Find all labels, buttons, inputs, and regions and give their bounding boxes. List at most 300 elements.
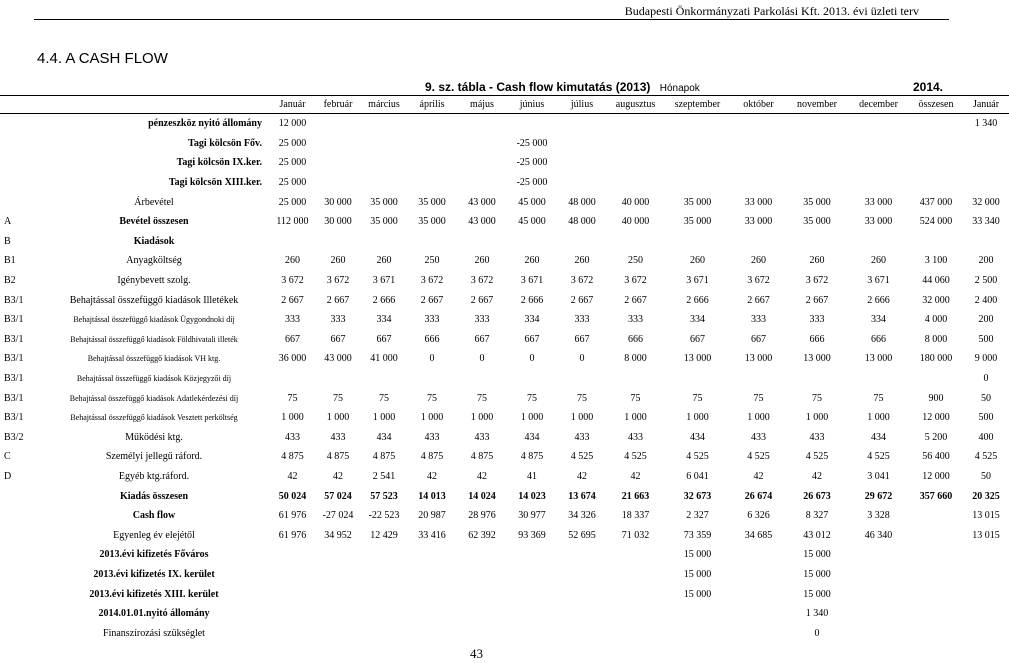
value-cell xyxy=(963,134,1009,154)
value-cell: 666 xyxy=(809,333,825,345)
value-cell xyxy=(664,153,731,173)
row-label: Igénybevett szolg. xyxy=(117,275,191,287)
value-cell: 12 429 xyxy=(370,529,398,541)
value-cell: 334 xyxy=(524,314,540,326)
month-header: október xyxy=(731,96,786,114)
value-cell xyxy=(507,604,557,624)
value-cell: 524 000 xyxy=(919,216,953,228)
value-cell: 48 000 xyxy=(568,216,596,228)
value-cell xyxy=(407,565,457,585)
value-cell: 2 541 xyxy=(372,470,396,482)
value-cell xyxy=(963,153,1009,173)
value-cell: 32 000 xyxy=(972,196,1000,208)
value-cell xyxy=(786,369,848,389)
value-cell: 33 340 xyxy=(972,216,1000,228)
value-cell: 75 xyxy=(527,392,537,404)
value-cell xyxy=(786,114,848,134)
row-code xyxy=(0,604,38,624)
page-header xyxy=(0,0,959,20)
value-cell xyxy=(407,584,457,604)
value-cell: 52 695 xyxy=(568,529,596,541)
value-cell: 75 xyxy=(287,392,298,404)
value-cell: 334 xyxy=(871,314,886,326)
value-cell xyxy=(731,153,786,173)
value-cell: 42 xyxy=(630,470,641,482)
value-cell: 48 000 xyxy=(568,196,596,208)
table-row xyxy=(0,604,1009,624)
value-cell xyxy=(731,134,786,154)
value-cell: 3 672 xyxy=(281,275,304,287)
value-cell xyxy=(315,153,361,173)
value-cell xyxy=(607,153,664,173)
table-row xyxy=(0,506,1009,526)
row-code xyxy=(0,525,38,545)
value-cell xyxy=(270,623,315,643)
value-cell: 12 000 xyxy=(278,118,307,130)
value-cell xyxy=(315,173,361,193)
value-cell: 28 976 xyxy=(468,510,496,522)
value-cell xyxy=(909,369,963,389)
value-cell xyxy=(457,153,507,173)
value-cell xyxy=(315,604,361,624)
value-cell xyxy=(731,173,786,193)
value-cell: 260 xyxy=(751,255,766,267)
table-row xyxy=(0,134,1009,154)
table-row xyxy=(0,369,1009,389)
value-cell: 433 xyxy=(751,431,766,443)
value-cell: 20 325 xyxy=(972,490,1000,502)
value-cell: 3 672 xyxy=(470,275,494,287)
table-title-text: 9. sz. tábla - Cash flow kimutatás (2013) xyxy=(425,80,651,94)
value-cell xyxy=(848,134,909,154)
row-label: Behajtással összefüggő kiadások Adatlekérdezési díj xyxy=(69,393,239,403)
value-cell: 75 xyxy=(753,392,764,404)
value-cell: 1 000 xyxy=(624,412,647,424)
value-cell: 12 000 xyxy=(922,470,950,482)
value-cell: 434 xyxy=(871,431,886,443)
row-code: B2 xyxy=(4,275,16,287)
row-code: B1 xyxy=(4,255,16,267)
value-cell: 8 000 xyxy=(624,353,647,365)
row-code xyxy=(0,134,38,154)
value-cell: 26 674 xyxy=(744,490,773,502)
value-cell: 33 000 xyxy=(864,216,893,228)
value-cell xyxy=(909,506,963,526)
row-code xyxy=(0,506,38,526)
value-cell xyxy=(457,369,507,389)
value-cell: 50 xyxy=(981,392,991,404)
value-cell xyxy=(607,173,664,193)
value-cell: 666 xyxy=(628,333,643,345)
table-row xyxy=(0,584,1009,604)
value-cell: 400 xyxy=(978,431,994,443)
value-cell: 333 xyxy=(809,314,825,326)
row-code xyxy=(0,486,38,506)
value-cell: 4 875 xyxy=(372,451,396,463)
value-cell: 35 000 xyxy=(683,216,712,228)
value-cell: 42 xyxy=(287,470,298,482)
value-cell: -25 000 xyxy=(516,137,548,149)
value-cell: 41 xyxy=(527,470,537,482)
value-cell xyxy=(507,545,557,565)
value-cell xyxy=(909,232,963,252)
value-cell xyxy=(507,565,557,585)
row-code: B3/1 xyxy=(4,373,24,385)
value-cell: 433 xyxy=(628,431,643,443)
value-cell: 2 667 xyxy=(570,294,594,306)
value-cell xyxy=(607,114,664,134)
row-code xyxy=(0,565,38,585)
value-cell: 3 671 xyxy=(372,275,396,287)
row-label: 2013.évi kifizetés IX. kerület xyxy=(93,568,215,580)
value-cell: -25 000 xyxy=(516,157,548,169)
value-cell xyxy=(507,623,557,643)
month-header: február xyxy=(315,96,361,114)
value-cell xyxy=(270,369,315,389)
value-cell: 667 xyxy=(474,333,490,345)
value-cell xyxy=(731,369,786,389)
value-cell: 42 xyxy=(427,470,437,482)
value-cell: 15 000 xyxy=(803,568,831,580)
value-cell: 2 666 xyxy=(867,294,890,306)
value-cell: 35 000 xyxy=(803,196,831,208)
value-cell: 180 000 xyxy=(919,353,953,365)
table-row xyxy=(0,173,1009,193)
row-code: B3/1 xyxy=(4,412,24,424)
value-cell: 0 xyxy=(814,627,820,639)
value-cell: 333 xyxy=(474,314,490,326)
value-cell xyxy=(664,623,731,643)
table-unit: Hónapok xyxy=(659,83,700,94)
row-label: Egyéb ktg.ráford. xyxy=(118,470,190,482)
value-cell: 333 xyxy=(285,314,300,326)
value-cell xyxy=(731,114,786,134)
value-cell xyxy=(909,604,963,624)
value-cell: 250 xyxy=(424,255,440,267)
value-cell: -22 523 xyxy=(368,510,400,522)
value-cell xyxy=(557,584,607,604)
value-cell: 260 xyxy=(524,255,540,267)
value-cell: 334 xyxy=(690,314,705,326)
value-cell xyxy=(664,604,731,624)
value-cell: 57 523 xyxy=(370,490,398,502)
value-cell xyxy=(909,134,963,154)
value-cell xyxy=(270,604,315,624)
value-cell xyxy=(457,565,507,585)
value-cell: 18 337 xyxy=(621,510,650,522)
value-cell: 433 xyxy=(330,431,346,443)
value-cell: 260 xyxy=(574,255,590,267)
value-cell: 667 xyxy=(330,333,346,345)
value-cell xyxy=(731,545,786,565)
value-cell xyxy=(361,173,407,193)
table-row xyxy=(0,192,1009,212)
row-label: Finanszírozási szükséglet xyxy=(103,627,205,639)
value-cell: 1 000 xyxy=(867,412,890,424)
value-cell: 200 xyxy=(978,255,994,267)
value-cell: 2 500 xyxy=(974,275,998,287)
value-cell xyxy=(731,232,786,252)
table-row xyxy=(0,388,1009,408)
value-cell: 2 327 xyxy=(686,510,709,522)
row-code xyxy=(0,584,38,604)
value-cell: 42 xyxy=(477,470,487,482)
header-label-cell xyxy=(38,96,270,114)
row-label: Kiadások xyxy=(133,235,175,247)
value-cell: 4 525 xyxy=(747,451,770,463)
value-cell: 33 000 xyxy=(864,196,893,208)
row-label: Tagi kölcsön Főv. xyxy=(188,137,262,149)
value-cell xyxy=(270,545,315,565)
value-cell: 4 525 xyxy=(805,451,829,463)
value-cell: 61 976 xyxy=(278,529,307,541)
value-cell: 35 000 xyxy=(683,196,712,208)
value-cell xyxy=(607,604,664,624)
value-cell xyxy=(731,565,786,585)
value-cell: 333 xyxy=(424,314,440,326)
value-cell xyxy=(786,153,848,173)
row-label: Behajtással összefüggő kiadások Ügygondnoki díj xyxy=(73,315,235,325)
table-row xyxy=(0,232,1009,252)
value-cell: 75 xyxy=(477,392,487,404)
value-cell xyxy=(664,114,731,134)
row-code: B3/1 xyxy=(4,294,24,306)
value-cell: 1 000 xyxy=(805,412,829,424)
value-cell: 33 000 xyxy=(744,216,773,228)
value-cell: 8 000 xyxy=(924,333,948,345)
value-cell: 3 100 xyxy=(924,255,948,267)
value-cell: 56 400 xyxy=(922,451,950,463)
value-cell xyxy=(786,134,848,154)
value-cell: 1 000 xyxy=(520,412,544,424)
value-cell: 433 xyxy=(809,431,825,443)
table-row xyxy=(0,290,1009,310)
value-cell: 4 000 xyxy=(924,314,948,326)
value-cell xyxy=(963,565,1009,585)
value-cell: 437 000 xyxy=(919,196,953,208)
value-cell: -25 000 xyxy=(516,177,548,189)
value-cell: 36 000 xyxy=(278,353,307,365)
value-cell: 1 000 xyxy=(372,412,396,424)
value-cell xyxy=(457,134,507,154)
value-cell: 0 xyxy=(529,353,535,365)
value-cell: 40 000 xyxy=(621,196,650,208)
row-label: Behajtással összefüggő kiadások Földhivatali illeték xyxy=(70,334,238,344)
value-cell: 433 xyxy=(574,431,590,443)
value-cell: 3 672 xyxy=(326,275,350,287)
value-cell: 73 359 xyxy=(683,529,712,541)
value-cell xyxy=(457,623,507,643)
row-code: B3/1 xyxy=(4,353,24,365)
value-cell xyxy=(909,623,963,643)
value-cell: 75 xyxy=(812,392,822,404)
value-cell: 250 xyxy=(628,255,643,267)
value-cell: 75 xyxy=(630,392,641,404)
value-cell: 34 685 xyxy=(744,529,773,541)
value-cell: 334 xyxy=(376,314,392,326)
row-label: Működési ktg. xyxy=(125,431,183,443)
value-cell: 333 xyxy=(751,314,766,326)
value-cell xyxy=(607,134,664,154)
value-cell: 45 000 xyxy=(518,216,546,228)
value-cell xyxy=(361,604,407,624)
row-label: pénzeszköz nyitó állomány xyxy=(148,118,262,130)
table-row xyxy=(0,330,1009,350)
row-label: Anyagköltség xyxy=(126,255,182,267)
table-year: 2014. xyxy=(912,80,943,94)
row-label: Bevétel összesen xyxy=(119,216,189,228)
value-cell: 42 xyxy=(333,470,343,482)
row-code xyxy=(0,545,38,565)
value-cell: 25 000 xyxy=(278,137,307,149)
value-cell: 14 023 xyxy=(518,490,546,502)
value-cell xyxy=(848,623,909,643)
row-label: Behajtással összefüggő kiadások Illetékek xyxy=(69,294,239,306)
value-cell: 3 671 xyxy=(867,275,890,287)
value-cell xyxy=(848,153,909,173)
value-cell xyxy=(507,584,557,604)
value-cell: 34 326 xyxy=(568,510,596,522)
value-cell xyxy=(963,584,1009,604)
value-cell xyxy=(963,604,1009,624)
value-cell xyxy=(557,565,607,585)
row-label: Behajtással összefüggő kiadások VH ktg. xyxy=(87,354,221,364)
value-cell xyxy=(315,232,361,252)
value-cell xyxy=(731,604,786,624)
value-cell: 46 340 xyxy=(864,529,893,541)
value-cell xyxy=(407,134,457,154)
value-cell xyxy=(607,232,664,252)
value-cell: 45 000 xyxy=(518,196,546,208)
value-cell xyxy=(315,545,361,565)
value-cell: 35 000 xyxy=(370,196,398,208)
value-cell xyxy=(270,232,315,252)
value-cell: 15 000 xyxy=(683,568,712,580)
row-code: A xyxy=(4,216,12,228)
value-cell xyxy=(407,114,457,134)
table-row xyxy=(0,271,1009,291)
row-label: Személyi jellegű ráford. xyxy=(105,451,203,463)
value-cell xyxy=(507,114,557,134)
value-cell: 112 000 xyxy=(276,216,309,228)
row-code xyxy=(0,153,38,173)
value-cell xyxy=(607,369,664,389)
value-cell: 40 000 xyxy=(621,216,650,228)
value-cell xyxy=(963,545,1009,565)
month-header: augusztus xyxy=(607,96,664,114)
value-cell: 1 340 xyxy=(805,608,829,620)
cash-flow-table xyxy=(0,95,1009,643)
value-cell: 2 666 xyxy=(686,294,709,306)
value-cell xyxy=(607,584,664,604)
value-cell: 21 663 xyxy=(621,490,650,502)
value-cell: 500 xyxy=(978,333,994,345)
value-cell xyxy=(361,134,407,154)
table-row xyxy=(0,153,1009,173)
value-cell: 4 525 xyxy=(867,451,890,463)
value-cell xyxy=(909,584,963,604)
value-cell xyxy=(731,584,786,604)
value-cell: 25 000 xyxy=(278,196,307,208)
value-cell: 35 000 xyxy=(370,216,398,228)
value-cell: 35 000 xyxy=(418,216,446,228)
value-cell: 0 xyxy=(579,353,585,365)
value-cell: 4 875 xyxy=(520,451,544,463)
value-cell: 0 xyxy=(983,373,989,385)
value-cell xyxy=(457,232,507,252)
value-cell xyxy=(557,604,607,624)
value-cell: 260 xyxy=(376,255,392,267)
value-cell: 93 369 xyxy=(518,529,546,541)
value-cell: 13 000 xyxy=(683,353,712,365)
value-cell xyxy=(407,173,457,193)
value-cell xyxy=(664,173,731,193)
value-cell: 8 327 xyxy=(805,510,829,522)
value-cell: 15 000 xyxy=(683,549,712,561)
table-row xyxy=(0,310,1009,330)
value-cell: 75 xyxy=(873,392,884,404)
value-cell: 333 xyxy=(330,314,346,326)
value-cell xyxy=(457,604,507,624)
value-cell: 25 000 xyxy=(278,157,307,169)
value-cell xyxy=(909,565,963,585)
value-cell: 61 976 xyxy=(278,510,307,522)
table-row xyxy=(0,525,1009,545)
value-cell: 14 013 xyxy=(418,490,446,502)
value-cell: 1 000 xyxy=(570,412,594,424)
value-cell: 434 xyxy=(376,431,392,443)
value-cell xyxy=(315,114,361,134)
value-cell xyxy=(909,114,963,134)
value-cell: 433 xyxy=(424,431,440,443)
value-cell: 32 000 xyxy=(922,294,950,306)
value-cell: 3 672 xyxy=(747,275,770,287)
value-cell: 35 000 xyxy=(803,216,831,228)
value-cell: 2 667 xyxy=(420,294,444,306)
value-cell xyxy=(848,545,909,565)
header-text: Budapesti Önkormányzati Parkolási Kft. 2013. évi üzleti terv xyxy=(624,4,919,18)
value-cell: 2 667 xyxy=(470,294,494,306)
value-cell xyxy=(909,525,963,545)
month-header: Január xyxy=(270,96,315,114)
value-cell xyxy=(457,114,507,134)
value-cell: 500 xyxy=(978,412,994,424)
value-cell xyxy=(664,232,731,252)
value-cell: 2 667 xyxy=(747,294,770,306)
month-header: március xyxy=(361,96,407,114)
value-cell xyxy=(848,173,909,193)
value-cell: 42 xyxy=(577,470,587,482)
value-cell xyxy=(731,623,786,643)
value-cell: 42 xyxy=(753,470,764,482)
value-cell: 20 987 xyxy=(418,510,446,522)
value-cell: 260 xyxy=(871,255,886,267)
value-cell: 71 032 xyxy=(621,529,650,541)
value-cell: 34 952 xyxy=(324,529,352,541)
value-cell xyxy=(361,623,407,643)
value-cell: 75 xyxy=(379,392,389,404)
value-cell: 433 xyxy=(474,431,490,443)
value-cell: 13 674 xyxy=(568,490,596,502)
value-cell: 3 672 xyxy=(624,275,647,287)
row-code xyxy=(0,114,38,134)
month-header: május xyxy=(457,96,507,114)
value-cell xyxy=(909,173,963,193)
value-cell xyxy=(457,584,507,604)
value-cell xyxy=(361,565,407,585)
value-cell: 0 xyxy=(479,353,485,365)
value-cell: 75 xyxy=(577,392,587,404)
